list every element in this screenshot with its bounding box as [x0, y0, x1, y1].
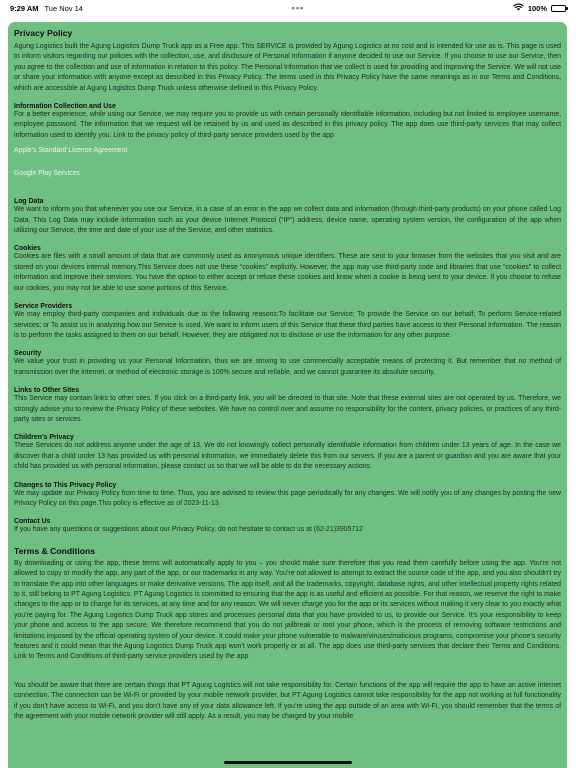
section-body-contact: If you have any questions or suggestions about our Privacy Policy, do not hesitate to contact us at (62-21)3905712 — [14, 526, 363, 534]
section-body-log-data: We want to inform you that whenever you use our Service, in a case of an error in the app we collect data and information (through third-party products) on your phone called Log Data. This Log Data may include information such as your device Internet Protocol (“IP”) address, device name, operating system version, the configuration of the app when utilizing our Service, the time and date of your use of the Service, and other statistics. — [14, 206, 561, 235]
wifi-icon — [513, 3, 524, 13]
battery-percent: 100% — [527, 3, 547, 13]
spacer — [14, 154, 561, 164]
terms-title: Terms & Conditions — [14, 545, 96, 556]
privacy-policy-title: Privacy Policy — [14, 28, 73, 38]
section-heading-security: Security — [14, 350, 42, 358]
status-bar — [0, 0, 576, 16]
section-heading-service-providers: Service Providers — [14, 303, 73, 311]
multitasking-dots[interactable]: ••• — [291, 3, 305, 13]
status-time: 9:29 AM — [10, 3, 39, 13]
section-heading-changes: Changes to This Privacy Policy — [14, 481, 117, 489]
home-indicator[interactable] — [224, 761, 352, 764]
section-heading-links: Links to Other Sites — [14, 387, 80, 395]
section-body-children: These Services do not address anyone under the age of 13. We do not knowingly collect personally identifiable information from children under 13 years of age. In the case we discover that a child under 13 has provided us with personal information, we immediately delete this from our servers. If you are a parent or guardian and you are aware that your child has provided us with personal information, please contact us so that we will be able to do the necessary actions. — [14, 442, 561, 471]
google-play-services-link[interactable]: Google Play Services — [14, 170, 80, 178]
terms-paragraph-1: By downloading or using the app, these terms will automatically apply to you – you should make sure therefore that you read them carefully before using the app. You’re not allowed to copy or modify the app, any part of the app, or our trademarks in any way. You’re not allowed to attempt to extract the source code of the app, and you also shouldn’t try to translate the app into other languages or make derivative versions. The app itself, and all the trademarks, copyright, database rights, and other intellectual property rights related to it, still belong to PT Agung Logistics. PT Agung Logistics is committed to ensuring that the app is as useful and efficient as possible. For that reason, we reserve the right to make changes to the app or to charge for its services, at any time and for any reason. We will never charge you for the app or its services without making it very clear to you exactly what you’re paying for. The Agung Logistics Dump Truck app stores and processes personal data that you have provided to us, to provide our Service. It’s your responsibility to keep your phone and access to the app secure. We therefore recommend that you do not jailbreak or root your phone, which is the process of removing software restrictions and limitations imposed by the official operating system of your device. It could make your phone vulnerable to malware/viruses/malicious programs, compromise your phone’s security features and it could mean that the Agung Logistics Dump Truck app won’t work properly or at all. The app does use third-party services that declare their Terms and Conditions. Link to Terms and Conditions of third-party service providers used by the app — [14, 559, 561, 661]
privacy-intro: Agung Logistics built the Agung Logistics Dump Truck app as a Free app. This SERVICE is provided by Agung Logistics at no cost and is intended for use as is. This page is used to inform visitors regarding our policies with the collection, use, and disclosure of Personal Information if anyone decided to use our Service. If you choose to use our Service, then you agree to the collection and use of information in relation to this policy. The Personal Information that we collect is used for providing and improving the Service. We will not use or share your information with anyone except as described in this Privacy Policy. The terms used in this Privacy Policy have the same meanings as in our Terms and Conditions, which are accessible at Agung Logistics Dump Truck unless otherwise defined in this Privacy Policy. — [14, 43, 561, 92]
terms-paragraph-2: You should be aware that there are certain things that PT Agung Logistics will not take responsibility for. Certain functions of the app will require the app to have an active internet connection. The connection can be Wi-Fi or provided by your mobile network provider, but PT Agung Logistics cannot take responsibility for the app not working at full functionality if you don’t have access to Wi-Fi, and you don’t have any of your data allowance left. If you’re using the app outside of an area with Wi-Fi, you should remember that the terms of the agreement with your mobile network provider will still apply. As a result, you may be charged by your mobile — [14, 681, 561, 721]
section-body-security: We value your trust in providing us your Personal Information, thus we are striving to use commercially acceptable means of protecting it. But remember that no method of transmission over the internet, or method of electronic storage is 100% secure and reliable, and we cannot guarantee its absolute security. — [14, 358, 561, 376]
battery-icon — [551, 5, 566, 12]
spacer — [14, 177, 561, 189]
status-left — [10, 4, 83, 13]
section-body-cookies: Cookies are files with a small amount of data that are commonly used as anonymous unique identifiers. These are sent to your browser from the websites that you visit and are stored on your devices internal memory.This Service does not use these “cookies” explicitly. However, the app may use third-party code and libraries that use “cookies” to collect information and improve their services. You have the option to either accept or refuse these cookies and know when a cookie is being sent to your device. If you choose to refuse our cookies, you may not be able to use some portions of this Service. — [14, 253, 561, 292]
section-heading-log-data: Log Data — [14, 198, 44, 206]
section-body-info-collection: For a better experience, while using our Service, we may require you to provide us with certain personally identifiable information, including but not limited to employee username, employee password. The information that we request will be retained by us and used as described in this privacy policy. The app does use third-party services that may collect information used to identify you. Link to the privacy policy of third-party service providers used by the app — [14, 111, 561, 139]
status-right — [513, 3, 566, 13]
section-heading-children: Children’s Privacy — [14, 434, 74, 442]
section-body-service-providers: We may employ third-party companies and individuals due to the following reasons:To facilitate our Service; To provide the Service on our behalf; To perform Service-related services; or To assist us in analyzing how our Service is used. We want to inform users of this Service that these third parties have access to their Personal Information. The reason is to perform the tasks assigned to them on our behalf. However, they are obligated not to disclose or use the information for any other purpose. — [14, 311, 561, 339]
section-body-changes: We may update our Privacy Policy from time to time. Thus, you are advised to review this page periodically for any changes. We will notify you of any changes by posting the new Privacy Policy on this page.This policy is effective as of 2023-11-13 — [14, 489, 561, 507]
status-date: Tue Nov 14 — [44, 3, 83, 13]
apple-license-link[interactable]: Apple’s Standard License Agreement — [14, 147, 128, 155]
section-heading-cookies: Cookies — [14, 245, 41, 253]
section-body-links: This Service may contain links to other sites. If you click on a third-party link, you will be directed to that site. Note that these external sites are not operated by us. Therefore, we strongly advise you to review the Privacy Policy of these websites. We have no control over and assume no responsibility for the content, privacy policies, or practices of any third-party sites or services. — [14, 395, 561, 423]
section-heading-info-collection: Information Collection and Use — [14, 103, 116, 111]
section-heading-contact: Contact Us — [14, 518, 51, 526]
spacer — [14, 663, 561, 681]
policy-card[interactable] — [8, 22, 567, 768]
